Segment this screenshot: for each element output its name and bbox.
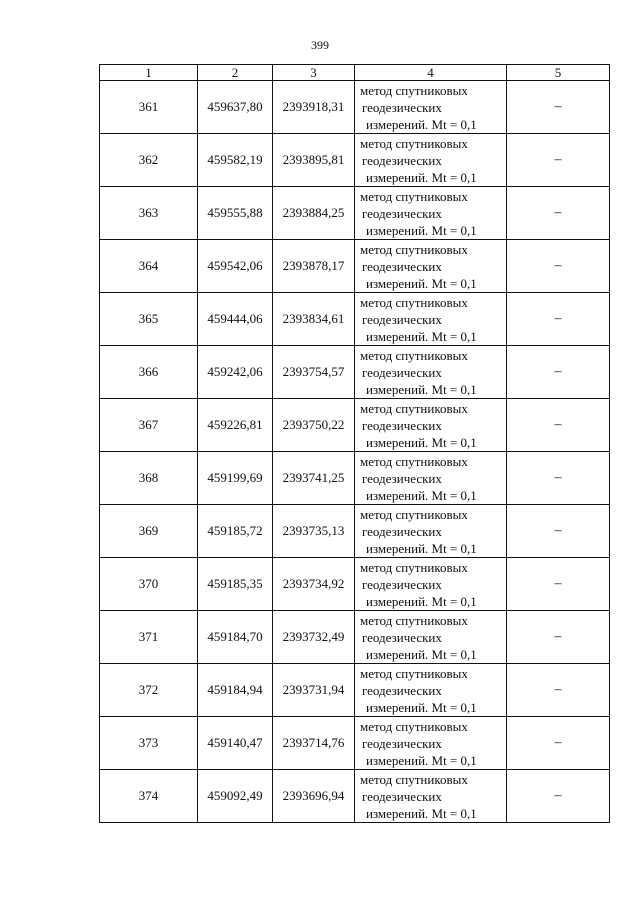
method-line-1: метод спутниковых [360, 718, 468, 734]
description-cell: – [507, 452, 610, 505]
table-row [100, 346, 610, 399]
table-row [100, 452, 610, 505]
y-coordinate-cell: 2393918,31 [273, 81, 355, 134]
point-number-cell: 364 [100, 240, 198, 293]
point-number-cell: 366 [100, 346, 198, 399]
method-cell [355, 717, 507, 770]
description-cell: – [507, 664, 610, 717]
method-line-3: измерений. Mt = 0,1 [366, 434, 477, 450]
method-line-2: геодезических [362, 576, 442, 592]
point-number-cell: 361 [100, 81, 198, 134]
coordinates-table [99, 64, 610, 823]
description-cell: – [507, 770, 610, 823]
method-line-1: метод спутниковых [360, 559, 468, 575]
description-cell: – [507, 399, 610, 452]
method-line-1: метод спутниковых [360, 188, 468, 204]
point-number-cell: 363 [100, 187, 198, 240]
x-coordinate-cell: 459184,70 [198, 611, 273, 664]
method-line-1: метод спутниковых [360, 453, 468, 469]
y-coordinate-cell: 2393696,94 [273, 770, 355, 823]
method-cell [355, 452, 507, 505]
header-row [100, 65, 610, 81]
point-number-cell: 374 [100, 770, 198, 823]
table-row [100, 240, 610, 293]
method-line-1: метод спутниковых [360, 241, 468, 257]
page-number: 399 [311, 38, 329, 52]
method-line-1: метод спутниковых [360, 771, 468, 787]
y-coordinate-cell: 2393734,92 [273, 558, 355, 611]
x-coordinate-cell: 459092,49 [198, 770, 273, 823]
table-row [100, 293, 610, 346]
method-cell [355, 558, 507, 611]
header-cell-1: 1 [100, 65, 198, 81]
y-coordinate-cell: 2393895,81 [273, 134, 355, 187]
description-cell: – [507, 240, 610, 293]
y-coordinate-cell: 2393741,25 [273, 452, 355, 505]
method-line-2: геодезических [362, 735, 442, 751]
method-line-2: геодезических [362, 788, 442, 804]
y-coordinate-cell: 2393750,22 [273, 399, 355, 452]
method-line-3: измерений. Mt = 0,1 [366, 593, 477, 609]
y-coordinate-cell: 2393714,76 [273, 717, 355, 770]
method-line-3: измерений. Mt = 0,1 [366, 487, 477, 503]
method-cell [355, 399, 507, 452]
method-cell [355, 240, 507, 293]
point-number-cell: 373 [100, 717, 198, 770]
method-line-3: измерений. Mt = 0,1 [366, 169, 477, 185]
method-cell [355, 505, 507, 558]
header-cell-5: 5 [507, 65, 610, 81]
method-line-3: измерений. Mt = 0,1 [366, 699, 477, 715]
method-line-3: измерений. Mt = 0,1 [366, 328, 477, 344]
x-coordinate-cell: 459184,94 [198, 664, 273, 717]
description-cell: – [507, 558, 610, 611]
description-cell: – [507, 81, 610, 134]
method-line-1: метод спутниковых [360, 665, 468, 681]
y-coordinate-cell: 2393735,13 [273, 505, 355, 558]
method-line-3: измерений. Mt = 0,1 [366, 540, 477, 556]
description-cell: – [507, 505, 610, 558]
x-coordinate-cell: 459140,47 [198, 717, 273, 770]
table-row [100, 81, 610, 134]
method-line-2: геодезических [362, 152, 442, 168]
description-cell: – [507, 611, 610, 664]
x-coordinate-cell: 459185,35 [198, 558, 273, 611]
x-coordinate-cell: 459242,06 [198, 346, 273, 399]
point-number-cell: 365 [100, 293, 198, 346]
table-row [100, 187, 610, 240]
x-coordinate-cell: 459226,81 [198, 399, 273, 452]
table-row [100, 664, 610, 717]
method-line-3: измерений. Mt = 0,1 [366, 275, 477, 291]
y-coordinate-cell: 2393834,61 [273, 293, 355, 346]
description-cell: – [507, 717, 610, 770]
description-cell: – [507, 293, 610, 346]
method-line-1: метод спутниковых [360, 82, 468, 98]
method-line-2: геодезических [362, 205, 442, 221]
x-coordinate-cell: 459444,06 [198, 293, 273, 346]
description-cell: – [507, 346, 610, 399]
method-line-2: геодезических [362, 523, 442, 539]
method-line-2: геодезических [362, 311, 442, 327]
header-cell-4: 4 [355, 65, 507, 81]
x-coordinate-cell: 459199,69 [198, 452, 273, 505]
method-cell [355, 346, 507, 399]
point-number-cell: 368 [100, 452, 198, 505]
y-coordinate-cell: 2393884,25 [273, 187, 355, 240]
y-coordinate-cell: 2393731,94 [273, 664, 355, 717]
y-coordinate-cell: 2393754,57 [273, 346, 355, 399]
table-row [100, 399, 610, 452]
method-line-1: метод спутниковых [360, 612, 468, 628]
point-number-cell: 370 [100, 558, 198, 611]
method-line-2: геодезических [362, 258, 442, 274]
x-coordinate-cell: 459637,80 [198, 81, 273, 134]
table-row [100, 611, 610, 664]
method-line-2: геодезических [362, 99, 442, 115]
point-number-cell: 372 [100, 664, 198, 717]
method-line-3: измерений. Mt = 0,1 [366, 381, 477, 397]
y-coordinate-cell: 2393878,17 [273, 240, 355, 293]
header-cell-3: 3 [273, 65, 355, 81]
x-coordinate-cell: 459555,88 [198, 187, 273, 240]
method-cell [355, 664, 507, 717]
method-line-1: метод спутниковых [360, 506, 468, 522]
x-coordinate-cell: 459582,19 [198, 134, 273, 187]
point-number-cell: 371 [100, 611, 198, 664]
method-cell [355, 770, 507, 823]
method-cell [355, 134, 507, 187]
table-body [100, 81, 610, 823]
method-line-3: измерений. Mt = 0,1 [366, 752, 477, 768]
x-coordinate-cell: 459542,06 [198, 240, 273, 293]
method-line-1: метод спутниковых [360, 400, 468, 416]
y-coordinate-cell: 2393732,49 [273, 611, 355, 664]
method-line-1: метод спутниковых [360, 347, 468, 363]
header-cell-2: 2 [198, 65, 273, 81]
method-line-1: метод спутниковых [360, 135, 468, 151]
method-line-3: измерений. Mt = 0,1 [366, 116, 477, 132]
method-line-2: геодезических [362, 629, 442, 645]
point-number-cell: 362 [100, 134, 198, 187]
table-row [100, 717, 610, 770]
method-line-2: геодезических [362, 364, 442, 380]
method-line-3: измерений. Mt = 0,1 [366, 805, 477, 821]
method-cell [355, 81, 507, 134]
description-cell: – [507, 134, 610, 187]
method-cell [355, 293, 507, 346]
table-header [100, 65, 610, 81]
method-line-1: метод спутниковых [360, 294, 468, 310]
method-cell [355, 187, 507, 240]
method-line-2: геодезических [362, 682, 442, 698]
method-cell [355, 611, 507, 664]
method-line-2: геодезических [362, 470, 442, 486]
table-row [100, 505, 610, 558]
table-row [100, 770, 610, 823]
point-number-cell: 369 [100, 505, 198, 558]
method-line-3: измерений. Mt = 0,1 [366, 222, 477, 238]
description-cell: – [507, 187, 610, 240]
point-number-cell: 367 [100, 399, 198, 452]
table-row [100, 134, 610, 187]
method-line-2: геодезических [362, 417, 442, 433]
table-row [100, 558, 610, 611]
x-coordinate-cell: 459185,72 [198, 505, 273, 558]
method-line-3: измерений. Mt = 0,1 [366, 646, 477, 662]
